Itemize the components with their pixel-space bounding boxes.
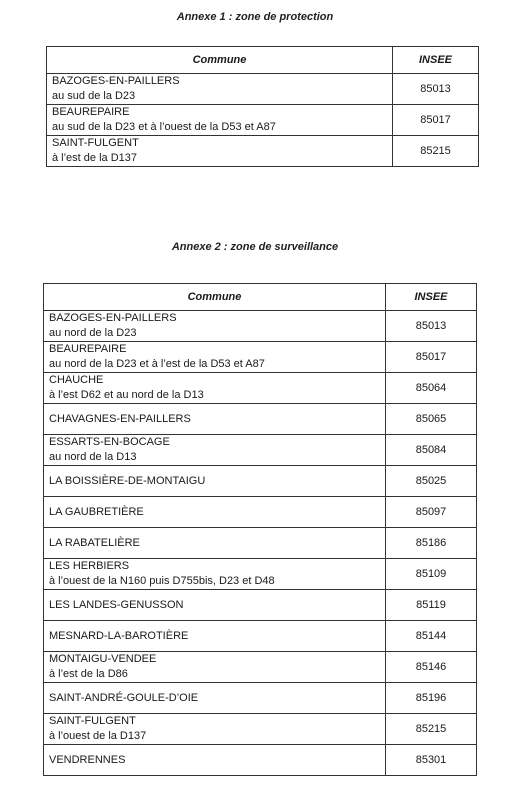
table-row bbox=[44, 745, 477, 776]
insee-code: 85119 bbox=[386, 590, 477, 621]
commune-cell bbox=[47, 105, 393, 136]
column-header-insee: INSEE bbox=[393, 47, 479, 74]
commune-note: à l’est de la D137 bbox=[52, 152, 137, 164]
commune-name: BEAUREPAIRE bbox=[49, 343, 127, 355]
commune-cell bbox=[44, 528, 386, 559]
commune-name: CHAVAGNES-EN-PAILLERS bbox=[49, 412, 191, 425]
commune-cell bbox=[44, 435, 386, 466]
commune-note: à l’est de la D86 bbox=[49, 668, 128, 680]
commune-name: SAINT-ANDRÉ-GOULE-D’OIE bbox=[49, 691, 199, 704]
commune-cell bbox=[44, 404, 386, 435]
commune-cell bbox=[44, 745, 386, 776]
commune-note: au nord de la D23 et à l’est de la D53 et A87 bbox=[49, 358, 265, 370]
insee-code: 85301 bbox=[386, 745, 477, 776]
insee-code: 85013 bbox=[386, 311, 477, 342]
commune-cell bbox=[44, 621, 386, 652]
commune-cell bbox=[44, 714, 386, 745]
commune-cell bbox=[44, 466, 386, 497]
table-header-row bbox=[47, 47, 479, 74]
table-row bbox=[47, 74, 479, 105]
insee-code: 85109 bbox=[386, 559, 477, 590]
table-row bbox=[44, 497, 477, 528]
table-row bbox=[44, 342, 477, 373]
table-row bbox=[44, 435, 477, 466]
insee-code: 85186 bbox=[386, 528, 477, 559]
commune-name: SAINT-FULGENT bbox=[49, 715, 136, 727]
commune-name: BEAUREPAIRE bbox=[52, 106, 130, 118]
commune-note: à l’ouest de la N160 puis D755bis, D23 et D48 bbox=[49, 575, 275, 587]
table-row bbox=[44, 683, 477, 714]
commune-name: SAINT-FULGENT bbox=[52, 137, 139, 149]
commune-note: au sud de la D23 bbox=[52, 90, 136, 102]
table-row bbox=[44, 528, 477, 559]
commune-cell bbox=[44, 373, 386, 404]
insee-code: 85064 bbox=[386, 373, 477, 404]
annexe1-table bbox=[46, 46, 479, 167]
table-header-row bbox=[44, 284, 477, 311]
commune-name: LA RABATELIÈRE bbox=[49, 536, 140, 549]
table-row bbox=[44, 466, 477, 497]
commune-cell bbox=[44, 311, 386, 342]
table-row bbox=[44, 590, 477, 621]
insee-code: 85146 bbox=[386, 652, 477, 683]
table-row bbox=[47, 105, 479, 136]
column-header-commune: Commune bbox=[47, 47, 393, 74]
commune-note: au nord de la D23 bbox=[49, 327, 137, 339]
commune-name: LES HERBIERS bbox=[49, 560, 130, 572]
commune-name: MONTAIGU-VENDEE bbox=[49, 653, 157, 665]
commune-note: au nord de la D13 bbox=[49, 451, 137, 463]
commune-cell bbox=[44, 342, 386, 373]
table-row bbox=[44, 311, 477, 342]
insee-code: 85144 bbox=[386, 621, 477, 652]
column-header-insee: INSEE bbox=[386, 284, 477, 311]
annexe2-table bbox=[43, 283, 477, 776]
commune-note: à l’ouest de la D137 bbox=[49, 730, 147, 742]
insee-code: 85017 bbox=[386, 342, 477, 373]
commune-cell bbox=[47, 74, 393, 105]
commune-note: à l’est D62 et au nord de la D13 bbox=[49, 389, 204, 401]
commune-name: BAZOGES-EN-PAILLERS bbox=[49, 312, 177, 324]
annexe2-caption: Annexe 2 : zone de surveillance bbox=[171, 241, 339, 253]
insee-code: 85215 bbox=[393, 136, 479, 167]
insee-code: 85084 bbox=[386, 435, 477, 466]
insee-code: 85025 bbox=[386, 466, 477, 497]
insee-code: 85065 bbox=[386, 404, 477, 435]
table-row bbox=[44, 714, 477, 745]
insee-code: 85097 bbox=[386, 497, 477, 528]
commune-name: MESNARD-LA-BAROTIÈRE bbox=[49, 629, 189, 642]
commune-name: LA BOISSIÈRE-DE-MONTAIGU bbox=[49, 474, 206, 487]
commune-cell bbox=[47, 136, 393, 167]
insee-code: 85196 bbox=[386, 683, 477, 714]
commune-cell bbox=[44, 590, 386, 621]
table-row bbox=[44, 373, 477, 404]
commune-name: CHAUCHE bbox=[49, 374, 104, 386]
annexe1-caption: Annexe 1 : zone de protection bbox=[176, 11, 334, 23]
table-row bbox=[44, 652, 477, 683]
insee-code: 85017 bbox=[393, 105, 479, 136]
insee-code: 85215 bbox=[386, 714, 477, 745]
insee-code: 85013 bbox=[393, 74, 479, 105]
commune-cell bbox=[44, 559, 386, 590]
commune-name: ESSARTS-EN-BOCAGE bbox=[49, 436, 170, 448]
commune-cell bbox=[44, 652, 386, 683]
commune-name: BAZOGES-EN-PAILLERS bbox=[52, 75, 180, 87]
table-row bbox=[47, 136, 479, 167]
commune-name: LES LANDES-GENUSSON bbox=[49, 598, 184, 611]
commune-cell bbox=[44, 683, 386, 714]
commune-name: LA GAUBRETIÈRE bbox=[49, 505, 144, 518]
commune-note: au sud de la D23 et à l’ouest de la D53 et A87 bbox=[52, 121, 276, 133]
table-row bbox=[44, 621, 477, 652]
column-header-commune: Commune bbox=[44, 284, 386, 311]
commune-cell bbox=[44, 497, 386, 528]
table-row bbox=[44, 404, 477, 435]
table-row bbox=[44, 559, 477, 590]
commune-name: VENDRENNES bbox=[49, 753, 126, 766]
